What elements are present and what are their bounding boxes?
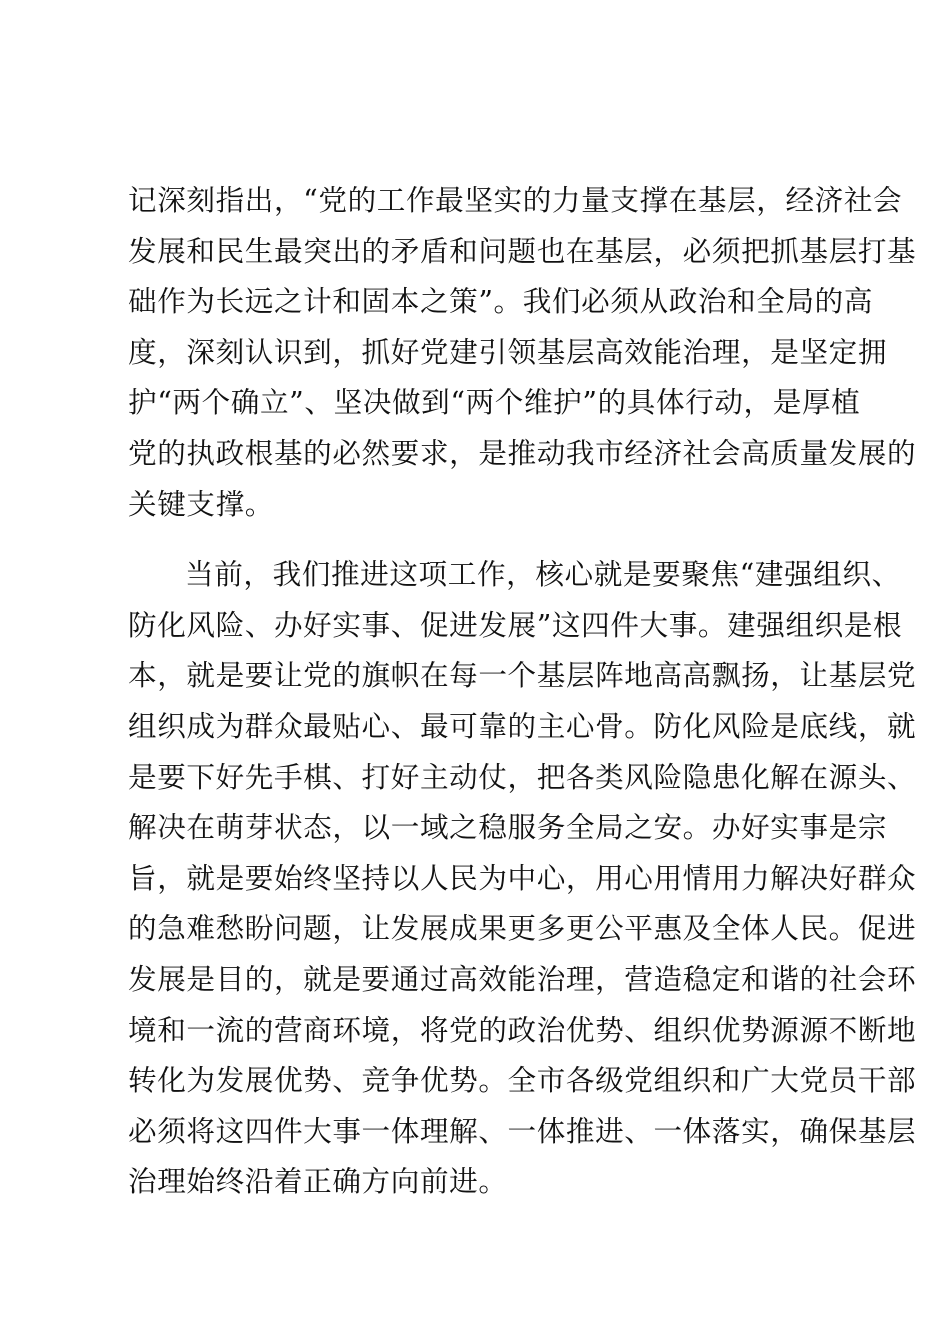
paragraph-spacer: [128, 529, 818, 549]
paragraph-line: 解决在萌芽状态，以一域之稳服务全局之安。办好实事是宗: [128, 810, 888, 845]
paragraph-line: 必须将这四件大事一体理解、一体推进、一体落实，确保基层: [128, 1113, 917, 1148]
paragraph-line: 护“两个确立”、坚决做到“两个维护”的具体行动，是厚植: [128, 385, 861, 420]
paragraph-line: 境和一流的营商环境，将党的政治优势、组织优势源源不断地: [128, 1012, 917, 1047]
paragraph-line: 度，深刻认识到，抓好党建引领基层高效能治理，是坚定拥: [128, 334, 888, 369]
paragraph-line: 组织成为群众最贴心、最可靠的主心骨。防化风险是底线，就: [128, 708, 917, 743]
paragraph-line: 是要下好先手棋、打好主动仗，把各类风险隐患化解在源头、: [128, 759, 917, 794]
paragraph-line: 记深刻指出，“党的工作最坚实的力量支撑在基层，经济社会: [128, 183, 903, 217]
paragraph-line: 发展是目的，就是要通过高效能治理，营造稳定和谐的社会环: [128, 961, 917, 996]
paragraph-line: 发展和民生最突出的矛盾和问题也在基层，必须把抓基层打基: [128, 233, 917, 268]
paragraph-line: 党的执政根基的必然要求，是推动我市经济社会高质量发展的: [128, 435, 917, 470]
paragraph-line: 旨，就是要始终坚持以人民为中心，用心用情用力解决好群众: [128, 860, 917, 895]
paragraph-line: 础作为长远之计和固本之策”。我们必须从政治和全局的高: [128, 284, 874, 319]
paragraph-line: 治理始终沿着正确方向前进。: [128, 1164, 508, 1199]
paragraph-line: 本，就是要让党的旗帜在每一个基层阵地高高飘扬，让基层党: [128, 658, 917, 693]
body-text: [128, 175, 917, 1207]
paragraph-line: 转化为发展优势、竞争优势。全市各级党组织和广大党员干部: [128, 1063, 917, 1098]
paragraph-line: 的急难愁盼问题，让发展成果更多更公平惠及全体人民。促进: [128, 911, 917, 946]
paragraph-line: 关键支撑。: [128, 486, 274, 521]
paragraph-line: 当前，我们推进这项工作，核心就是要聚焦“建强组织、: [185, 557, 901, 592]
paragraph-2: [128, 549, 917, 1207]
paragraph-line: 防化风险、办好实事、促进发展”这四件大事。建强组织是根: [128, 607, 903, 642]
paragraph-1: [128, 175, 917, 529]
